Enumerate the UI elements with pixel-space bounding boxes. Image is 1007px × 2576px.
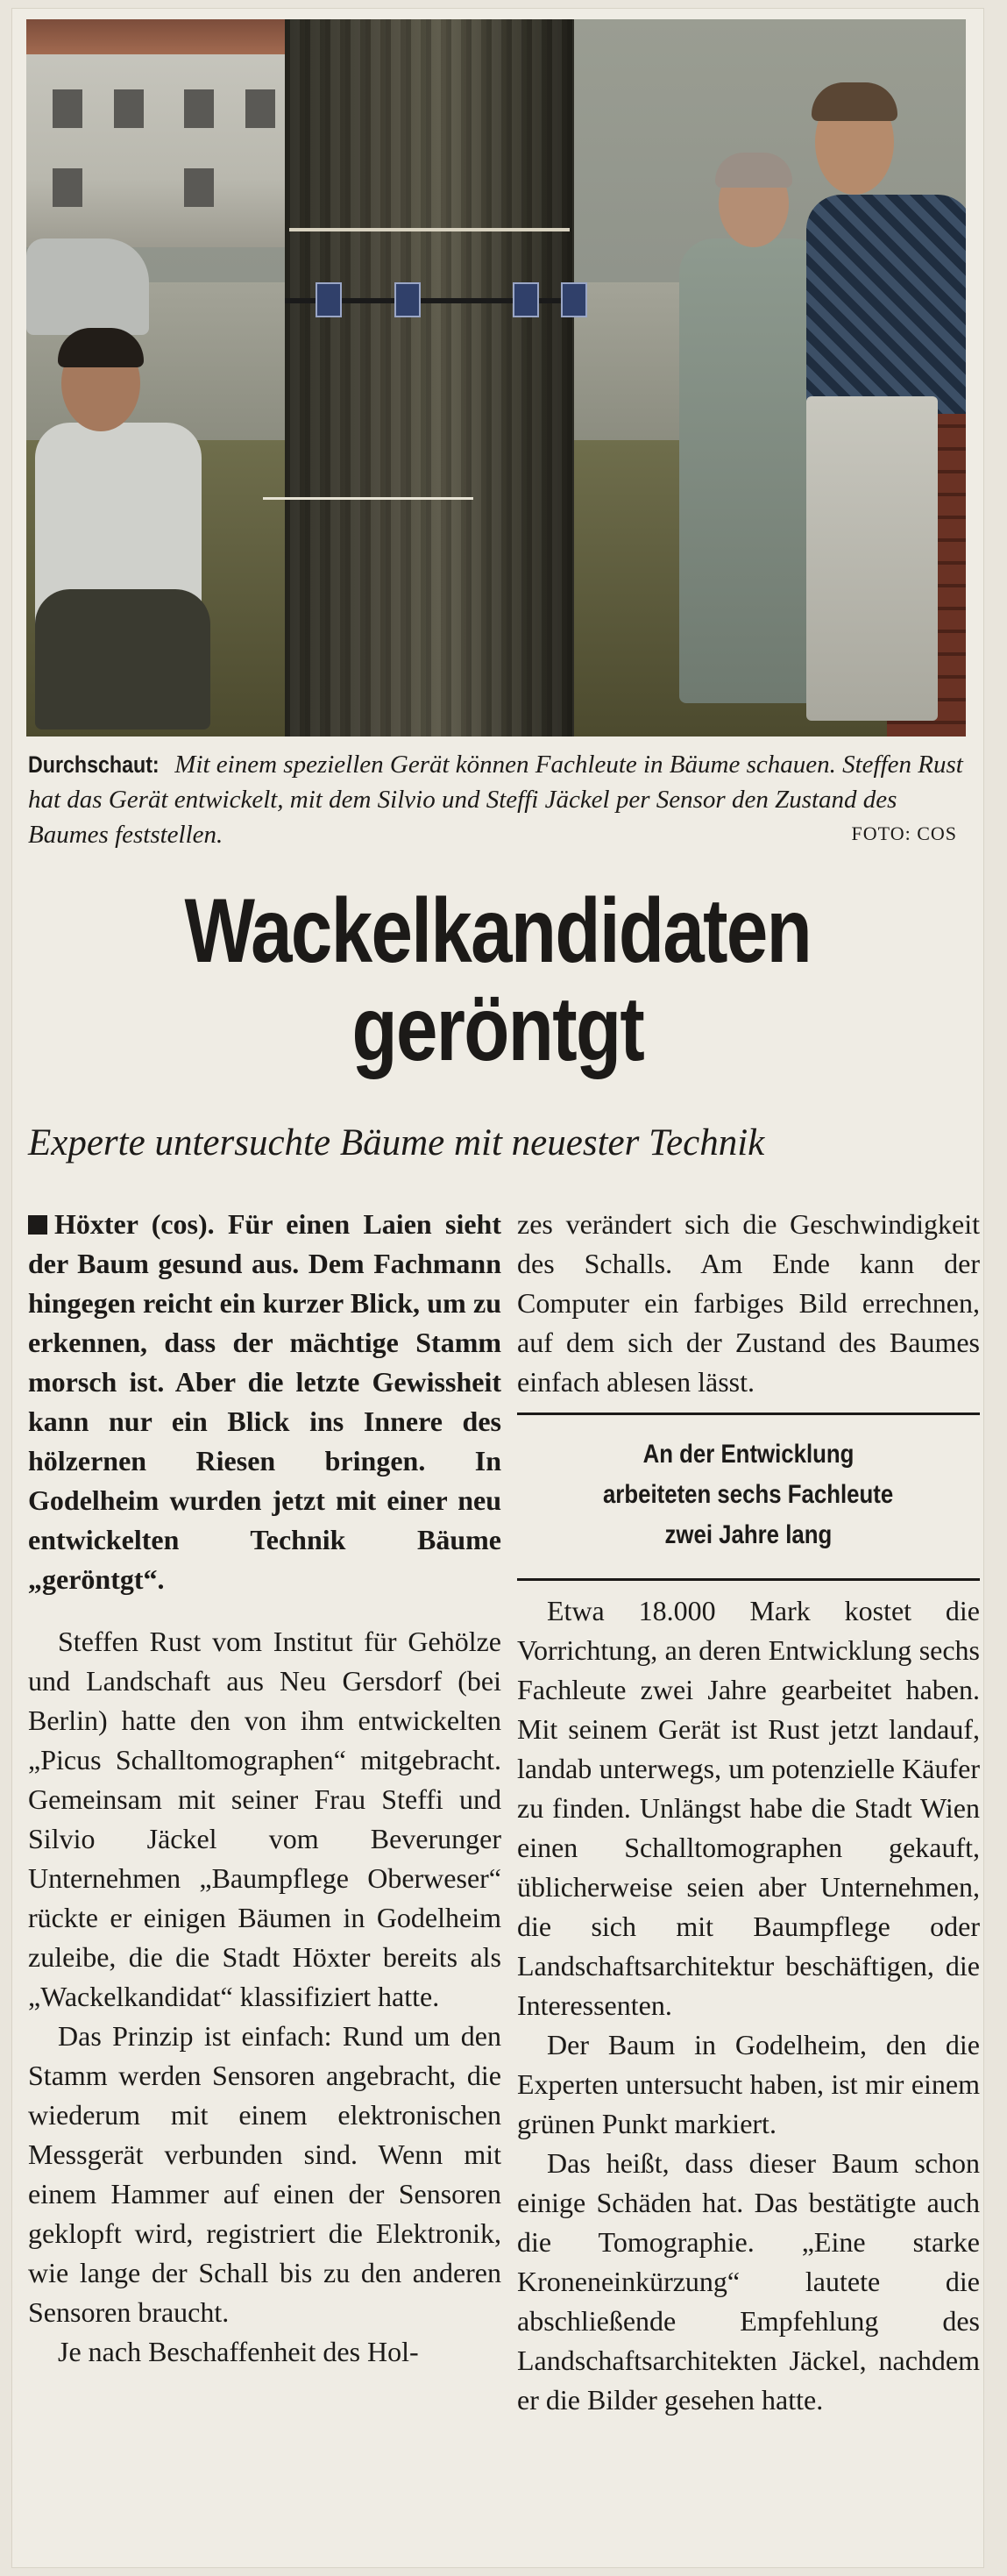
- newspaper-clipping: [12, 9, 983, 2567]
- body-paragraph: Das heißt, dass dieser Baum schon einige Schäden hat. Das bestätigte auch die Tomographie. „Eine starke Kroneneinkürzung“ lautete die abschließende Empfehlung des Landschaftsarchitekten Jäckel, nachdem er die Bilder gesehen hatte.: [517, 2147, 980, 2416]
- man-with-clipboard: [806, 195, 966, 414]
- headline: [12, 882, 983, 1078]
- article-photo: [26, 19, 966, 737]
- body-paragraph: Der Baum in Godelheim, den die Experten untersucht haben, ist mir einem grünen Punkt markiert.: [517, 2029, 980, 2139]
- photo-credit: FOTO: COS: [851, 822, 957, 844]
- caption-text: Mit einem speziellen Gerät können Fachleute in Bäume schauen. Steffen Rust hat das Gerät entwickelt, mit dem Silvio und Steffi Jäckel per Sensor den Zustand des Baumes feststellen.: [28, 751, 963, 849]
- car-shape: [26, 238, 149, 335]
- caption-lead: Durchschaut:: [28, 751, 160, 778]
- intro-paragraph: Höxter (cos). Für einen Laien sieht der Baum gesund aus. Dem Fachmann hingegen reicht ein kurzer Blick, um zu erkennen, dass der mächtige Stamm morsch ist. Aber die letzte Gewissheit kann nur ein Blick ins Innere des hölzernen Riesen bringen. In Godelheim wurden jetzt mit einer neu entwickelten Technik Bäume „geröntgt“.: [28, 1208, 501, 1595]
- subheadline: Experte untersuchte Bäume mit neuester Technik: [28, 1122, 765, 1163]
- body-paragraph: Etwa 18.000 Mark kostet die Vorrichtung, an deren Entwicklung sechs Fachleute zwei Jahre gearbeitet haben. Mit seinem Gerät ist Rust jetzt landauf, landab unterwegs, um potenzielle Käufer zu finden. Unlängst habe die Stadt Wien einen Schalltomographen gekauft, üblicherweise seien aber Unternehmen, die sich mit Baumpflege oder Landschaftsarchitektur beschäftigen, die Interessenten.: [517, 1595, 980, 2021]
- headline-line-1: Wackelkandidaten: [184, 880, 812, 982]
- left-column: [28, 1205, 501, 2372]
- body-paragraph: Das Prinzip ist einfach: Rund um den Stamm werden Sensoren angebracht, die wiederum mit einem elektronischen Messgerät verbunden sind. Wenn mit einem Hammer auf einen der Sensoren geklopft wird, registriert die Elektronik, wie lange der Schall bis zu den anderen Sensoren braucht.: [28, 2020, 501, 2328]
- pull-quote: An der Entwicklung arbeiteten sechs Fachleute zwei Jahre lang: [603, 1440, 894, 1549]
- paragraph-marker-icon: [28, 1215, 47, 1235]
- headline-line-2: geröntgt: [351, 978, 644, 1080]
- body-paragraph: Je nach Beschaffenheit des Hol-: [58, 2336, 419, 2367]
- divider: [517, 1413, 980, 1415]
- body-paragraph: Steffen Rust vom Institut für Gehölze und Landschaft aus Neu Gersdorf (bei Berlin) hatte den von ihm entwickelten „Picus Schalltomographen“ mitgebracht. Gemeinsam mit seiner Frau Steffi und Silvio Jäckel vom Beverunger Unternehmen „Baumpflege Oberweser“ rückte er einigen Bäumen in Godelheim zuleibe, die die Stadt Höxter bereits als „Wackelkandidat“ klassifiziert hatte.: [28, 1626, 501, 2012]
- house-background: [26, 19, 289, 247]
- photo-caption: [28, 747, 966, 852]
- body-paragraph: zes verändert sich die Geschwindigkeit des Schalls. Am Ende kann der Computer ein farbiges Bild errechnen, auf dem sich der Zustand des Baumes einfach ablesen lässt.: [517, 1208, 980, 1398]
- tree-trunk: [285, 19, 574, 737]
- divider: [517, 1578, 980, 1581]
- right-column: [517, 1205, 980, 2420]
